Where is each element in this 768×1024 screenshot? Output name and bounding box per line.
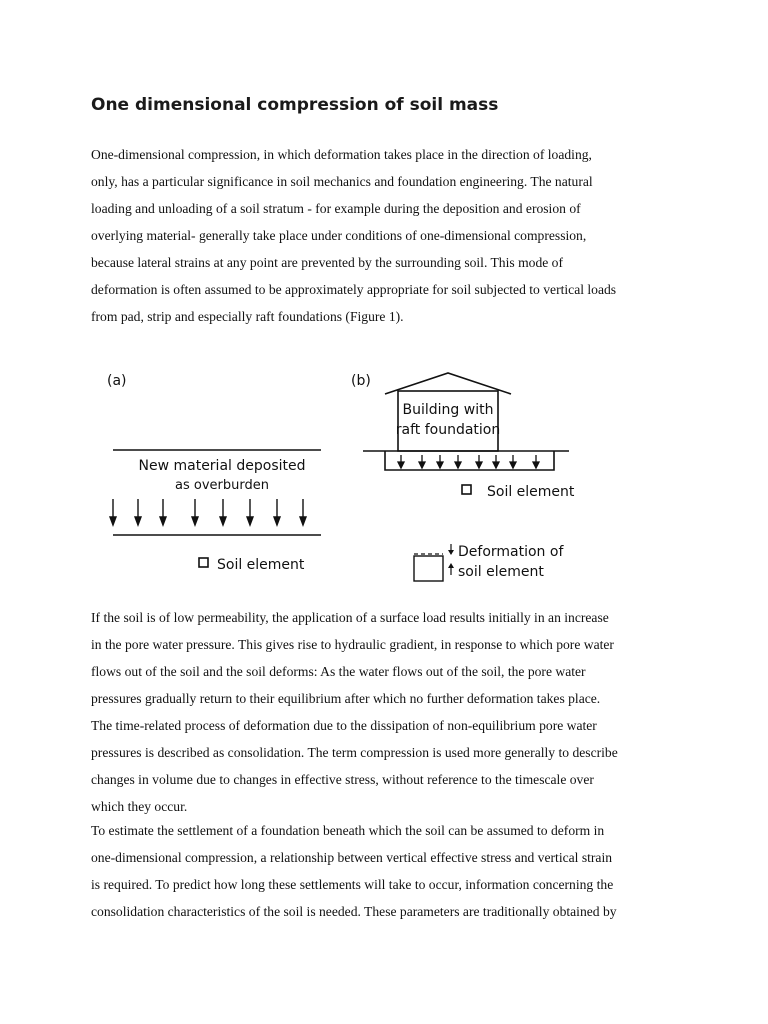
panel-a-element-label: Soil element — [217, 557, 305, 573]
text-line: overlying material- generally take place under conditions of one-dimensional compression, — [91, 228, 587, 243]
text-line: one-dimensional compression, a relationship between vertical effective stress and vertical strain — [91, 850, 613, 865]
paragraph-intro — [91, 141, 691, 330]
building-label-1: Building with — [402, 402, 494, 418]
panel-a-caption-2: as overburden — [175, 478, 269, 493]
text-line: because lateral strains at any point are prevented by the surrounding soil. This mode of — [91, 255, 563, 270]
paragraph-consolidation — [91, 604, 691, 820]
raft-foundation — [385, 451, 554, 470]
panel-b-label: (b) — [351, 373, 371, 389]
building-walls — [395, 391, 501, 451]
panel-a-caption-1: New material deposited — [138, 458, 306, 474]
soil-element-square-b — [462, 485, 471, 494]
text-line: which they occur. — [91, 799, 188, 814]
text-line: only, has a particular significance in soil mechanics and foundation engineering. The natural — [91, 174, 593, 189]
text-line: is required. To predict how long these settlements will take to occur, information concerning the — [91, 877, 614, 892]
text-line: pressures is described as consolidation. The term compression is used more generally to describe — [91, 745, 618, 760]
load-arrows — [110, 499, 306, 525]
text-line: loading and unloading of a soil stratum - for example during the deposition and erosion of — [91, 201, 581, 216]
text-line: One-dimensional compression, in which deformation takes place in the direction of loading, — [91, 147, 592, 162]
page-title: One dimensional compression of soil mass — [91, 95, 499, 115]
text-line: pressures gradually return to their equilibrium after which no further deformation takes place. — [91, 691, 601, 706]
text-line: The time-related process of deformation due to the dissipation of non-equilibrium pore water — [91, 718, 597, 733]
text-line: deformation is often assumed to be approximately appropriate for soil subjected to vertical loads — [91, 282, 617, 297]
deformation-legend-icon — [414, 544, 454, 581]
legend-label-2: soil element — [458, 564, 544, 580]
text-line: in the pore water pressure. This gives rise to hydraulic gradient, in response to which pore water — [91, 637, 614, 652]
text-line: consolidation characteristics of the soil is needed. These parameters are traditionally obtained by — [91, 904, 617, 919]
soil-element-square — [199, 558, 208, 567]
text-line: To estimate the settlement of a foundation beneath which the soil can be assumed to deform in — [91, 823, 605, 838]
text-line: changes in volume due to changes in effective stress, without reference to the timescale over — [91, 772, 594, 787]
panel-a-label: (a) — [107, 373, 127, 389]
legend-label-1: Deformation of — [458, 544, 564, 560]
panel-b-element-label: Soil element — [487, 484, 575, 500]
building-label-2: raft foundation — [395, 422, 501, 438]
text-line: flows out of the soil and the soil deforms: As the water flows out of the soil, the pore water — [91, 664, 586, 679]
paragraph-settlement — [91, 817, 691, 925]
figure-1 — [95, 362, 595, 592]
text-line: If the soil is of low permeability, the application of a surface load results initially in an increase — [91, 610, 609, 625]
raft-pressure-arrows — [398, 455, 539, 468]
text-line: from pad, strip and especially raft foundations (Figure 1). — [91, 309, 404, 324]
